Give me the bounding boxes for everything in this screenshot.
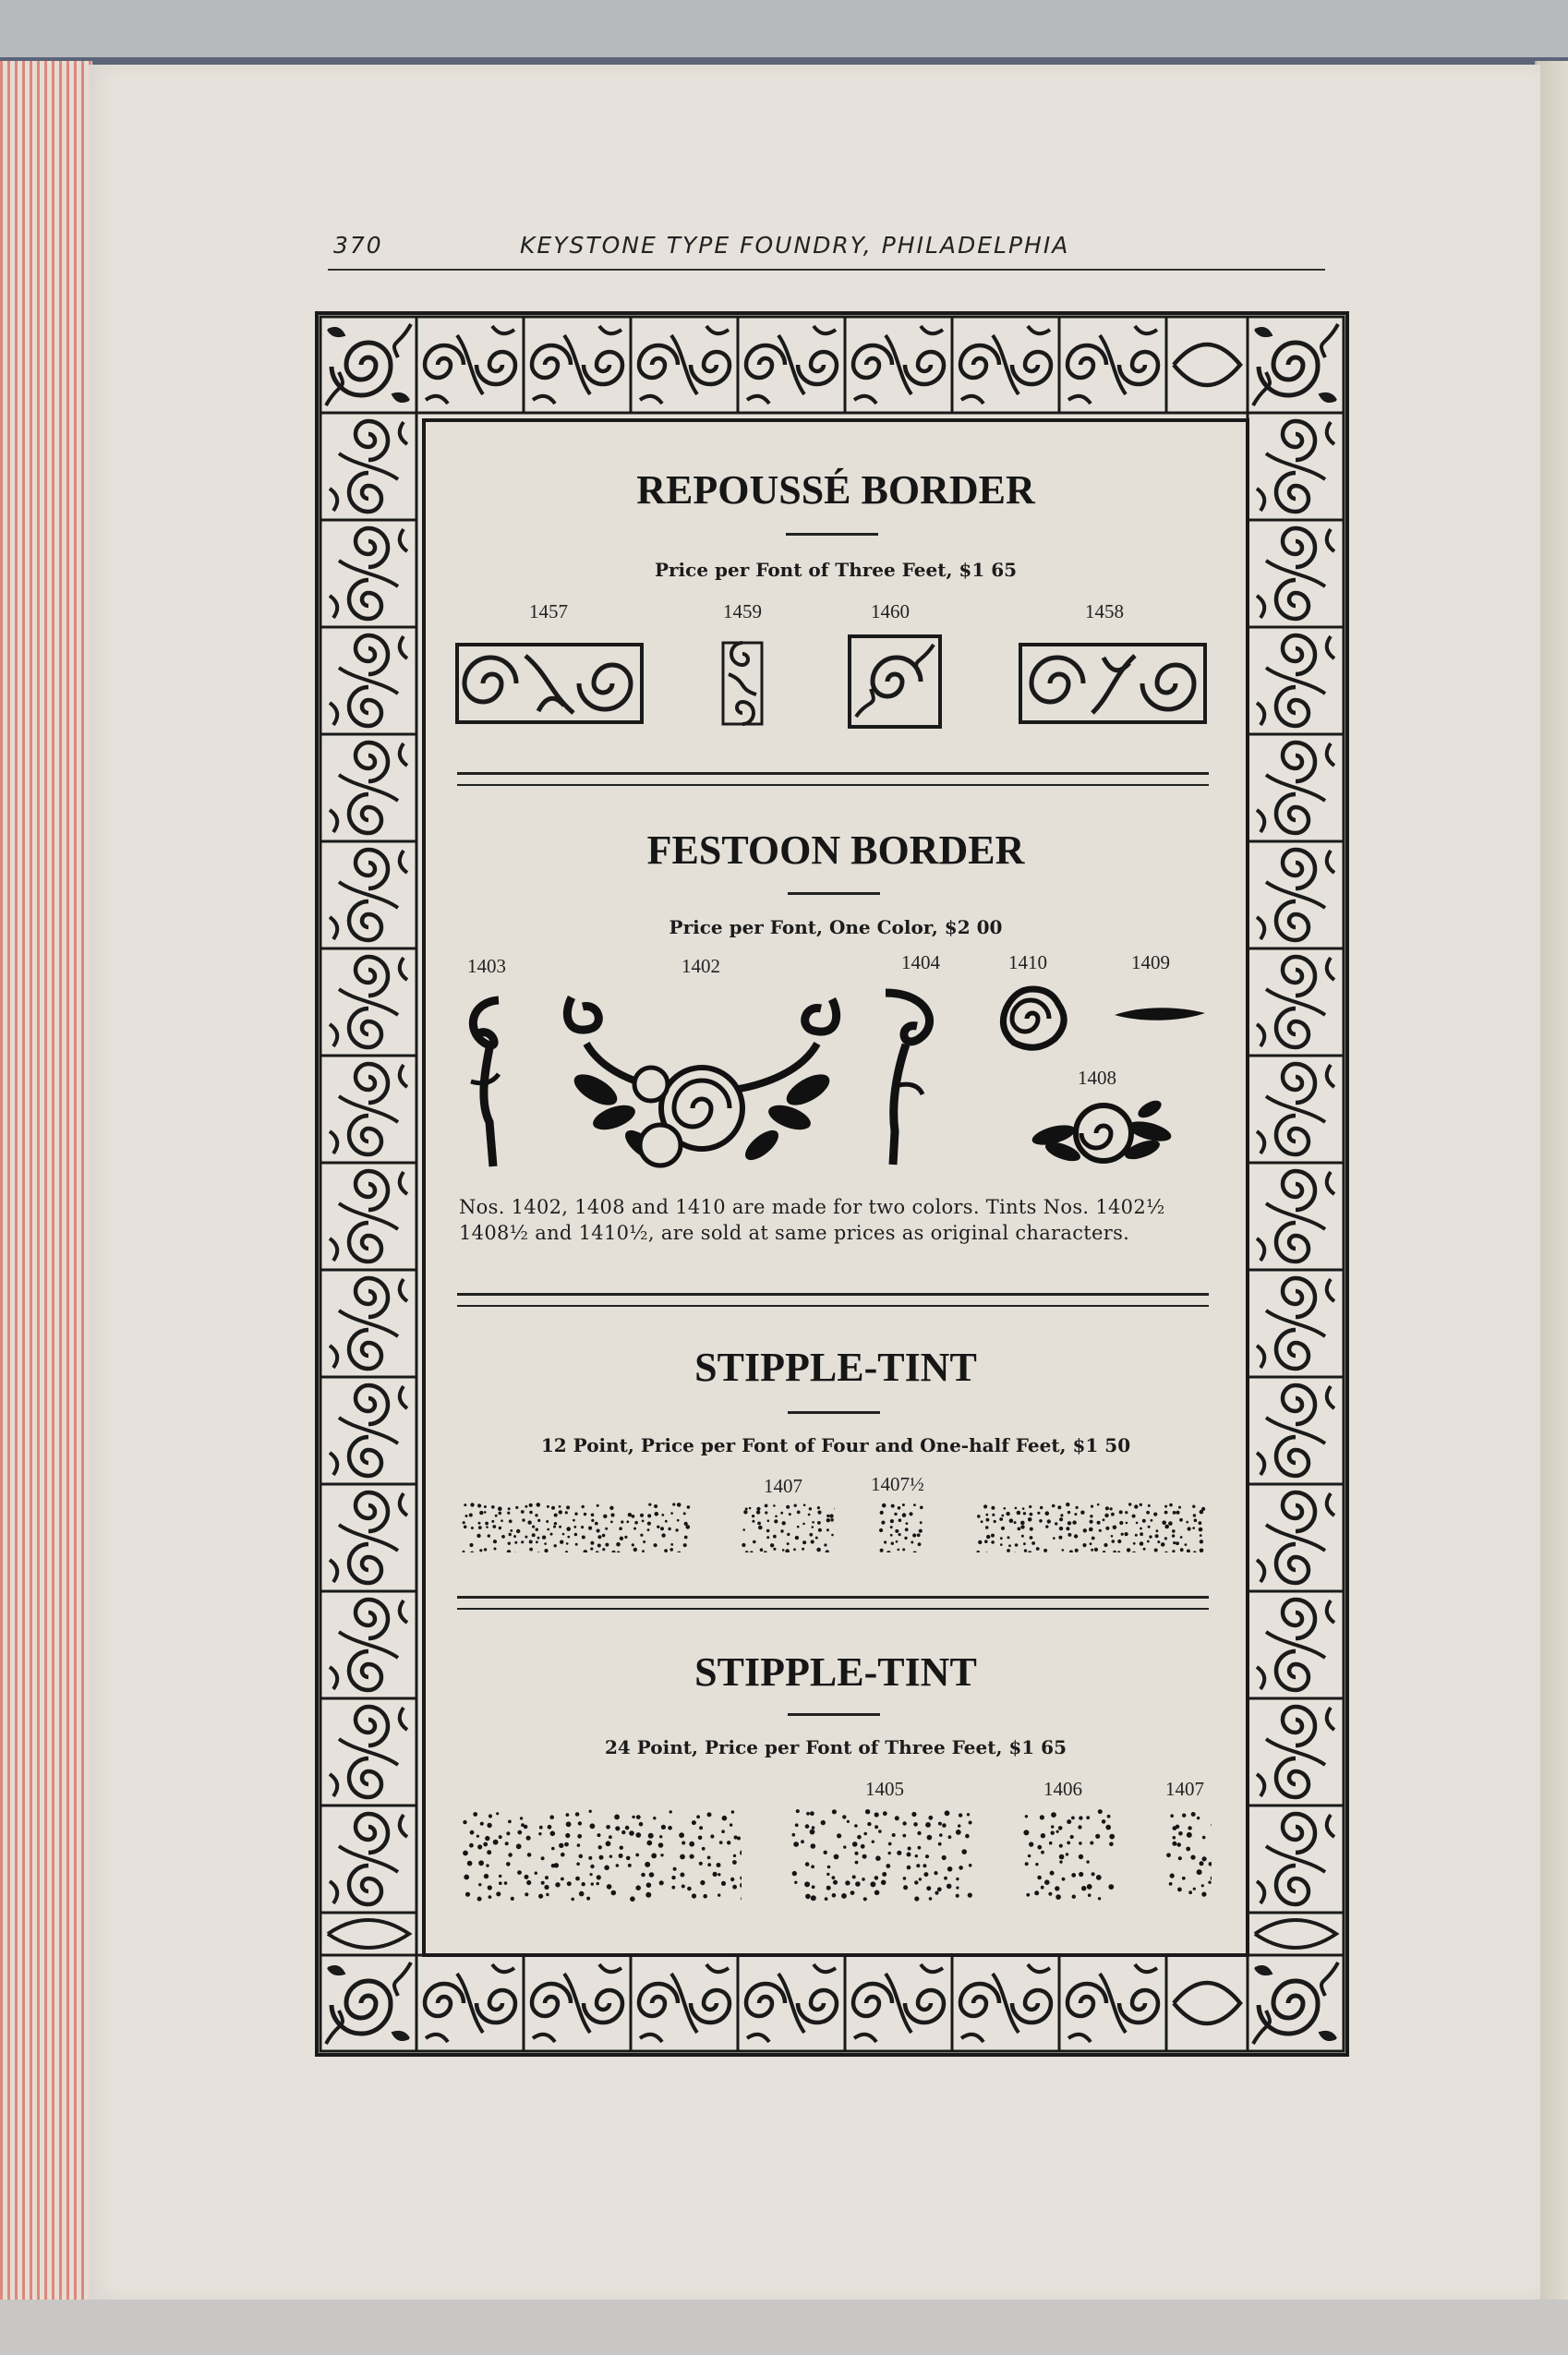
running-title: KEYSTONE TYPE FOUNDRY, PHILADELPHIA [520, 232, 1070, 259]
stipple-12-sample-a [459, 1501, 694, 1552]
stipple-12-sample-1407 [739, 1501, 835, 1552]
code-1460: 1460 [871, 600, 910, 622]
repousse-piece-1459-image [719, 637, 766, 730]
festoon-note [459, 1194, 1216, 1246]
code-1407: 1407 [764, 1475, 802, 1497]
scan-background-bottom [0, 2300, 1568, 2355]
code-1410: 1410 [1008, 951, 1047, 973]
scan-background [0, 0, 1568, 57]
festoon-rose-1410-image [995, 984, 1069, 1054]
heading-rule [788, 892, 880, 895]
stipple-12-sample-b [974, 1501, 1209, 1552]
section-heading-festoon: FESTOON BORDER [646, 827, 1025, 873]
heading-rule [788, 1411, 880, 1414]
code-1459: 1459 [723, 600, 762, 622]
stipple-24-sample-a [461, 1807, 742, 1903]
festoon-ribbon-1403-image [462, 993, 517, 1174]
festoon-ribbon-1404-image [873, 984, 947, 1174]
stipple-24-sample-1407 [1164, 1807, 1212, 1903]
heading-rule [786, 533, 878, 536]
running-head [328, 228, 1325, 271]
code-1404: 1404 [901, 951, 940, 973]
section-heading-stipple-12: STIPPLE-TINT [694, 1345, 977, 1390]
stipple-24-sample-1405 [788, 1807, 976, 1903]
code-1405: 1405 [865, 1778, 904, 1800]
festoon-spray-1408-image [1030, 1094, 1174, 1168]
heading-rule [788, 1713, 880, 1716]
note-line-1: Nos. 1402, 1408 and 1410 are made for two colors. Tints Nos. 1402½ [459, 1196, 1165, 1218]
note-line-2: 1408½ and 1410½, are sold at same prices as original characters. [459, 1222, 1130, 1244]
section-heading-stipple-24: STIPPLE-TINT [694, 1649, 977, 1695]
page-edges [0, 61, 92, 2305]
code-1407-half: 1407½ [871, 1473, 924, 1495]
festoon-dash-1409-image [1113, 1002, 1207, 1026]
repousse-piece-1460-image [847, 634, 943, 730]
section-heading-repousse: REPOUSSÉ BORDER [636, 467, 1035, 513]
code-1458: 1458 [1085, 600, 1124, 622]
section-divider [457, 772, 1209, 786]
price-repousse: Price per Font of Three Feet, $1 65 [654, 559, 1018, 581]
code-1406: 1406 [1043, 1778, 1082, 1800]
code-1403: 1403 [467, 955, 506, 977]
code-1457: 1457 [529, 600, 568, 622]
price-stipple-24: 24 Point, Price per Font of Three Feet, $1 65 [605, 1736, 1067, 1758]
stipple-24-sample-1406 [1022, 1807, 1118, 1903]
price-festoon: Price per Font, One Color, $2 00 [669, 916, 1003, 938]
code-1402: 1402 [681, 955, 720, 977]
page-number: 370 [333, 232, 383, 259]
code-1408: 1408 [1078, 1067, 1116, 1089]
stipple-12-sample-1407-half [877, 1501, 927, 1552]
code-1409: 1409 [1131, 951, 1170, 973]
repousse-piece-1457-image [455, 637, 644, 730]
section-divider [457, 1596, 1209, 1610]
section-divider [457, 1293, 1209, 1307]
price-stipple-12: 12 Point, Price per Font of Four and One-half Feet, $1 50 [540, 1434, 1131, 1456]
festoon-garland-1402-image [559, 988, 845, 1173]
repousse-piece-1458-image [1019, 637, 1207, 730]
code-1407: 1407 [1165, 1778, 1204, 1800]
